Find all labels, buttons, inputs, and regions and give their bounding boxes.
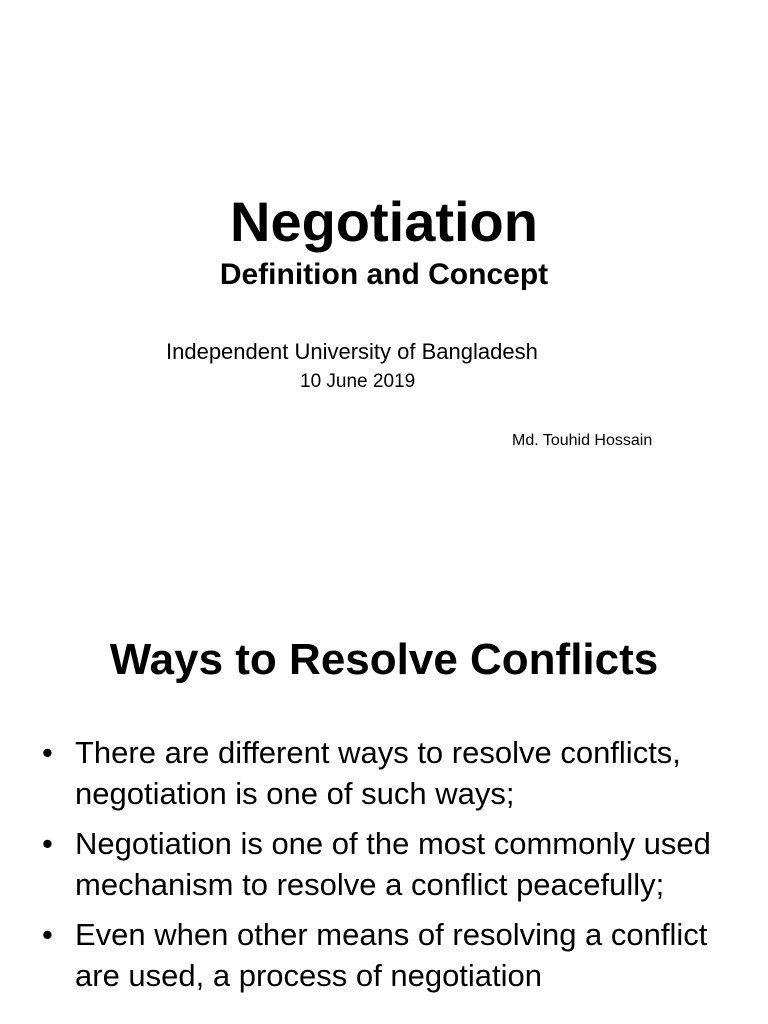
slide-subtitle: Definition and Concept bbox=[219, 258, 549, 291]
bullet-text: There are different ways to resolve conflicts, negotiation is one of such ways; bbox=[75, 735, 681, 811]
slide-title: Negotiation bbox=[230, 190, 538, 253]
institution-name: Independent University of Bangladesh bbox=[166, 339, 538, 364]
bullet-list bbox=[0, 732, 768, 1005]
bullet-item bbox=[0, 914, 768, 996]
bullet-icon: • bbox=[42, 735, 53, 770]
bullet-icon: • bbox=[42, 917, 53, 952]
bullet-item bbox=[0, 732, 768, 814]
content-slide bbox=[0, 576, 768, 1024]
bullet-text: Even when other means of resolving a conflict are used, a process of negotiation bbox=[75, 917, 708, 993]
bullet-text: Negotiation is one of the most commonly used mechanism to resolve a conflict peacefully; bbox=[75, 826, 711, 902]
bullet-item bbox=[0, 823, 768, 905]
bullet-icon: • bbox=[42, 826, 53, 861]
slide-heading: Ways to Resolve Conflicts bbox=[109, 635, 659, 684]
author-name: Md. Touhid Hossain bbox=[512, 432, 653, 449]
presentation-date: 10 June 2019 bbox=[300, 371, 416, 392]
